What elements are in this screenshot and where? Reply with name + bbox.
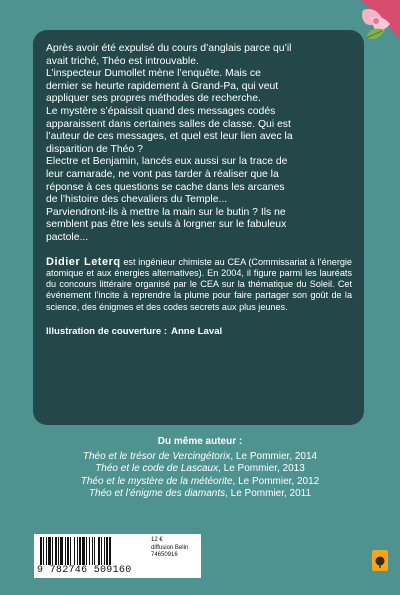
distribution: diffusion Belin — [151, 544, 189, 551]
barcode-digits: 9 782746 509160 — [37, 565, 132, 576]
synopsis-line: L’inspecteur Dumollet mène l’enquête. Mais ce — [46, 68, 261, 80]
synopsis-text — [46, 43, 352, 245]
synopsis-line: Le mystère s’épaissit quand des messages codés — [46, 105, 276, 117]
pommier-logo-icon — [372, 550, 388, 571]
synopsis-line: disparition de Théo ? — [46, 143, 143, 155]
price-info — [151, 537, 188, 560]
synopsis-line: de l’histoire des chevaliers du Temple... — [46, 194, 228, 206]
synopsis-line: l’auteur de ces messages, et quel est leur lien avec la — [46, 131, 293, 143]
synopsis-line: dernier se heurte rapidement à Grand-Pa, qui veut — [46, 80, 279, 92]
synopsis-line: Après avoir été expulsé du cours d’anglais parce qu’il — [46, 43, 292, 54]
same-author-item: Théo et le mystère de la météorite, Le Pommier, 2012 — [80, 475, 320, 487]
synopsis-line: appliquer ses propres méthodes de recherche. — [46, 93, 261, 105]
barcode — [34, 534, 201, 578]
same-author-item: Théo et le trésor de Vercingétorix, Le Pommier, 2014 — [82, 450, 318, 462]
price: 12 € — [151, 537, 163, 543]
illustration-artist: Anne Laval — [171, 325, 223, 337]
synopsis-line: Electre et Benjamin, lancés eux aussi sur la trace de — [46, 156, 288, 168]
synopsis-line: Parviendront-ils à mettre la main sur le butin ? Ils ne — [46, 206, 286, 218]
synopsis-line: pactole... — [46, 231, 89, 243]
author-bio — [46, 257, 352, 313]
synopsis-line: leur camarade, ne vont pas tarder à réaliser que la — [46, 168, 279, 180]
author-bio-text: est ingénieur chimiste au CEA (Commissariat à l’énergie atomique et aux énergies alternatives). En 2004, il figure parmi les lauréats du concours littéraire organisé par le CEA sur la thématique du Soleil. Cet événement l’incite à reprendre la plume pour faire partager son goût de la science, des énigmes et des codes secrets aux plus jeunes. — [46, 256, 352, 312]
distribution-code: 74650916 — [151, 552, 178, 558]
same-author-item: Théo et le code de Lascaux, Le Pommier, 2013 — [95, 463, 305, 475]
illustration-label: Illustration de couverture : — [46, 325, 168, 337]
barcode-bars — [40, 537, 143, 565]
same-author-heading: Du même auteur : — [157, 436, 243, 447]
author-name: Didier Leterq — [46, 255, 121, 268]
back-cover-panel — [33, 30, 364, 425]
synopsis-line: semblent pas être les seuls à lorgner sur le fabuleux — [46, 219, 287, 231]
same-author-item: Théo et l’énigme des diamants, Le Pommier, 2011 — [88, 488, 312, 500]
synopsis-line: avait triché, Théo est introuvable. — [46, 55, 199, 67]
synopsis-line: apparaissent dans certaines salles de classe. Qui est — [46, 118, 291, 130]
synopsis-line: réponse à ces questions se cache dans les arcanes — [46, 181, 285, 193]
illustration-credit — [46, 326, 352, 337]
same-author-list — [0, 436, 400, 501]
